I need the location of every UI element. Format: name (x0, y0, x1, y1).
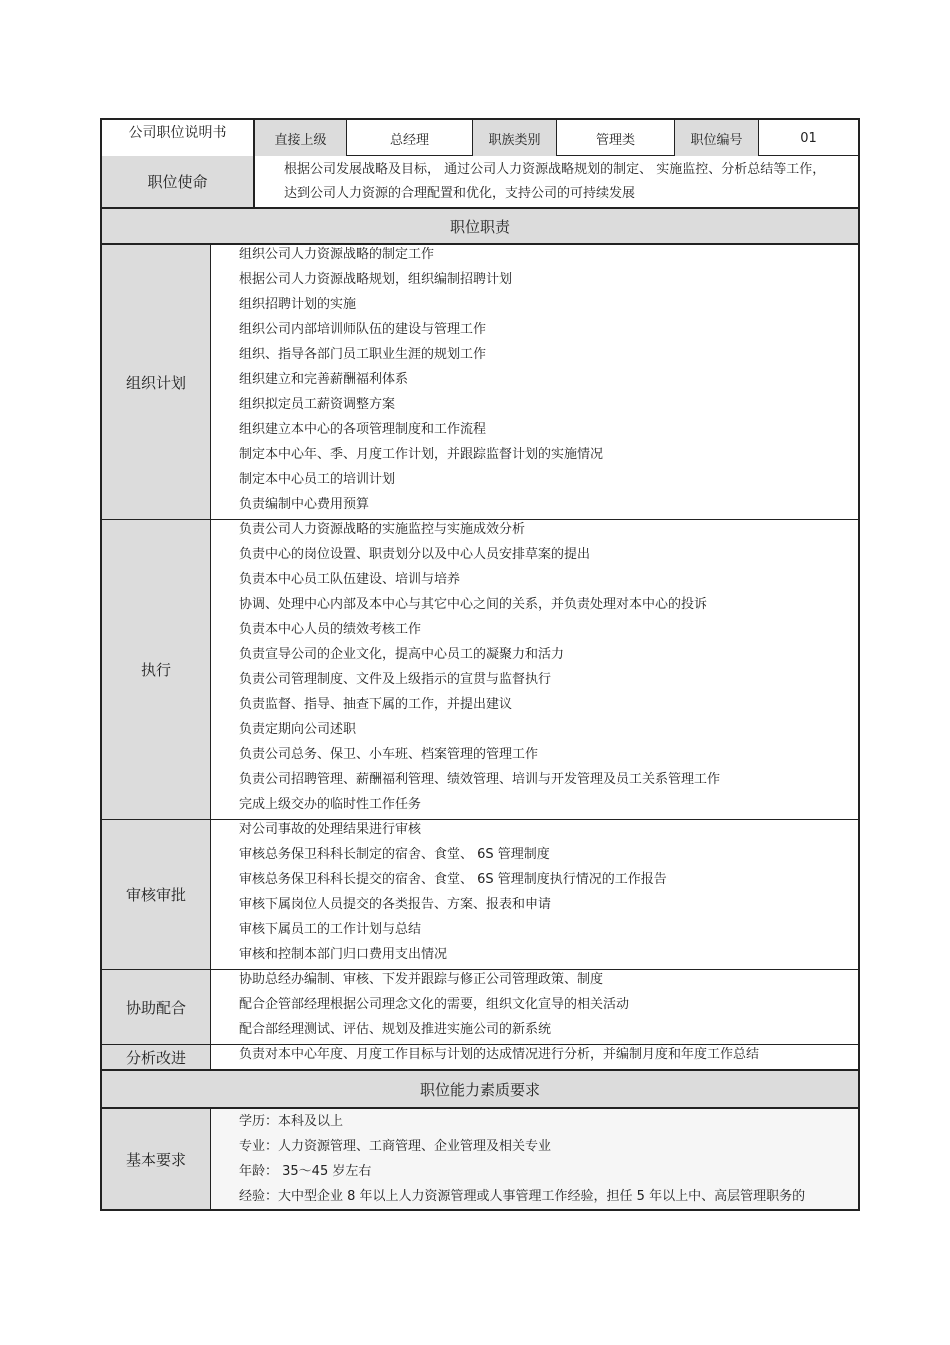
header-row (100, 118, 860, 156)
mission-line: 达到公司人力资源的合理配置和优化，支持公司的可持续发展 (284, 186, 636, 201)
superior-value: 总经理 (347, 120, 473, 156)
review-approve-list (239, 820, 858, 970)
list-item: 配合部经理测试、评估、规划及推进实施公司的新系统 (239, 1022, 552, 1037)
list-item: 审核和控制本部门归口费用支出情况 (239, 947, 448, 962)
list-item: 组织公司内部培训师队伍的建设与管理工作 (239, 322, 487, 337)
list-item: 负责公司总务、保卫、小车班、档案管理的管理工作 (239, 747, 539, 762)
organize-plan-list (239, 245, 858, 520)
mission-text (284, 158, 844, 206)
list-item: 组织招聘计划的实施 (239, 297, 357, 312)
list-item: 负责公司管理制度、文件及上级指示的宣贯与监督执行 (239, 672, 552, 687)
list-item: 根据公司人力资源战略规划，组织编制招聘计划 (239, 272, 513, 287)
list-item: 组织建立和完善薪酬福利体系 (239, 372, 409, 387)
mission-label: 职位使命 (102, 156, 255, 207)
mission-line: 根据公司发展战略及目标， 通过公司人力资源战略规划的制定、 实施监控、分析总结等工作， (284, 162, 826, 177)
organize-plan-label: 组织计划 (102, 245, 211, 519)
list-item: 制定本中心年、季、月度工作计划，并跟踪监督计划的实施情况 (239, 447, 604, 462)
analysis-label: 分析改进 (102, 1045, 211, 1069)
list-item: 专业：人力资源管理、工商管理、企业管理及相关专业 (239, 1139, 552, 1154)
list-item: 负责编制中心费用预算 (239, 497, 370, 512)
list-item: 组织、指导各部门员工职业生涯的规划工作 (239, 347, 487, 362)
job-code-label: 职位编号 (675, 120, 759, 156)
list-item: 审核总务保卫科科长提交的宿舍、食堂、 6S 管理制度执行情况的工作报告 (239, 872, 667, 887)
list-item: 负责本中心人员的绩效考核工作 (239, 622, 422, 637)
list-item: 负责本中心员工队伍建设、培训与培养 (239, 572, 461, 587)
review-approve-label: 审核审批 (102, 820, 211, 969)
basic-requirements-block (100, 1109, 860, 1211)
analysis-list (239, 1045, 858, 1070)
list-item: 组织建立本中心的各项管理制度和工作流程 (239, 422, 487, 437)
list-item: 经验：大中型企业 8 年以上人力资源管理或人事管理工作经验，担任 5 年以上中、高层管理职务的 (239, 1189, 806, 1204)
assist-list (239, 970, 858, 1045)
basic-requirements-label: 基本要求 (102, 1109, 211, 1209)
job-family-value: 管理类 (557, 120, 675, 156)
execute-block (100, 520, 860, 820)
basic-requirements-list (239, 1112, 858, 1212)
job-description-table (100, 118, 860, 1211)
duties-section-title: 职位职责 (100, 209, 860, 245)
superior-label: 直接上级 (255, 120, 347, 156)
list-item: 审核总务保卫科科长制定的宿舍、食堂、 6S 管理制度 (239, 847, 550, 862)
list-item: 负责对本中心年度、月度工作目标与计划的达成情况进行分析，并编制月度和年度工作总结 (239, 1047, 760, 1062)
analysis-block (100, 1045, 860, 1071)
execute-list (239, 520, 858, 820)
list-item: 审核下属员工的工作计划与总结 (239, 922, 422, 937)
review-approve-block (100, 820, 860, 970)
competency-section-title: 职位能力素质要求 (100, 1071, 860, 1109)
list-item: 负责中心的岗位设置、职责划分以及中心人员安排草案的提出 (239, 547, 591, 562)
list-item: 协助总经办编制、审核、下发并跟踪与修正公司管理政策、制度 (239, 972, 604, 987)
list-item: 负责定期向公司述职 (239, 722, 357, 737)
list-item: 组织公司人力资源战略的制定工作 (239, 247, 435, 262)
mission-row (100, 156, 860, 209)
execute-label: 执行 (102, 520, 211, 819)
list-item: 审核下属岗位人员提交的各类报告、方案、报表和申请 (239, 897, 552, 912)
list-item: 对公司事故的处理结果进行审核 (239, 822, 422, 837)
list-item: 完成上级交办的临时性工作任务 (239, 797, 422, 812)
assist-block (100, 970, 860, 1045)
list-item: 制定本中心员工的培训计划 (239, 472, 396, 487)
list-item: 负责宣导公司的企业文化，提高中心员工的凝聚力和活力 (239, 647, 565, 662)
document-title: 公司职位说明书 (102, 120, 255, 156)
assist-label: 协助配合 (102, 970, 211, 1044)
job-family-label: 职族类别 (473, 120, 557, 156)
list-item: 负责监督、指导、抽查下属的工作，并提出建议 (239, 697, 513, 712)
list-item: 配合企管部经理根据公司理念文化的需要，组织文化宣导的相关活动 (239, 997, 630, 1012)
list-item: 学历：本科及以上 (239, 1114, 344, 1129)
list-item: 负责公司人力资源战略的实施监控与实施成效分析 (239, 522, 526, 537)
job-code-value: 01 (800, 130, 817, 146)
list-item: 负责公司招聘管理、薪酬福利管理、绩效管理、培训与开发管理及员工关系管理工作 (239, 772, 721, 787)
list-item: 年龄： 35～45 岁左右 (239, 1164, 372, 1179)
organize-plan-block (100, 245, 860, 520)
list-item: 协调、处理中心内部及本中心与其它中心之间的关系，并负责处理对本中心的投诉 (239, 597, 708, 612)
list-item: 组织拟定员工薪资调整方案 (239, 397, 396, 412)
